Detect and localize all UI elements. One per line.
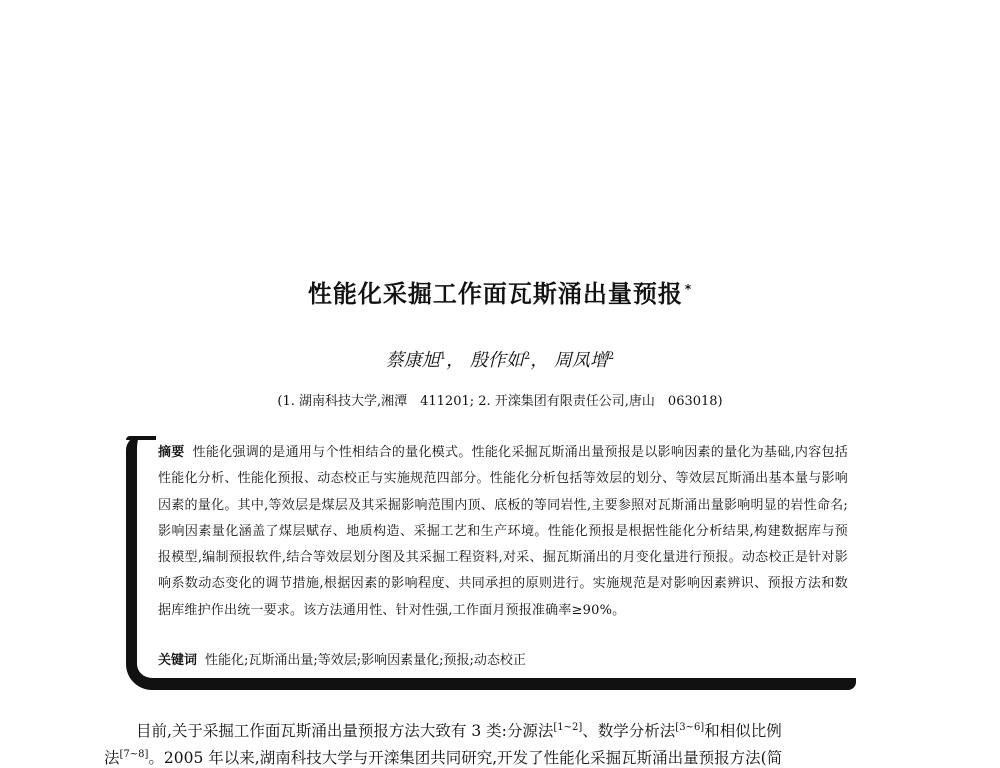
affiliation-line: (1. 湖南科技大学,湘潭 411201; 2. 开滦集团有限责任公司,唐山 063018): [277, 394, 723, 409]
citation-ref: [3~6]: [675, 721, 705, 733]
author-list: [0, 346, 1000, 372]
keywords-text: 性能化;瓦斯涌出量;等效层;影响因素量化;预报;动态校正: [205, 653, 526, 668]
citation-ref: [1~2]: [553, 721, 583, 733]
author-separator: ，: [530, 350, 549, 371]
author-name: 周凤增: [553, 350, 608, 371]
body-text-fragment: 和相似比例: [704, 722, 782, 740]
body-text-fragment: 。2005 年以来,湖南科技大学与开滦集团共同研究,开发了性能化采掘瓦斯涌出量预报方法(简: [148, 749, 783, 767]
author-affiliation-mark: 1: [439, 351, 447, 362]
abstract-paragraph: [158, 440, 848, 624]
abstract-bracket-top: [126, 436, 156, 440]
abstract-box: [126, 436, 856, 690]
body-text-fragment: 法: [104, 749, 120, 767]
author-separator: ，: [446, 350, 465, 371]
title-footnote-mark: *: [684, 282, 693, 296]
paper-title: [0, 274, 1000, 309]
title-text: 性能化采掘工作面瓦斯涌出量预报: [307, 280, 683, 308]
citation-ref: [7~8]: [119, 748, 149, 760]
abstract-label: 摘要: [158, 445, 185, 460]
keywords-line: [158, 650, 848, 672]
body-text-fragment: 目前,关于采掘工作面瓦斯涌出量预报方法大致有 3 类:分源法: [136, 722, 554, 740]
abstract-text: 性能化强调的是通用与个性相结合的量化模式。性能化采掘瓦斯涌出量预报是以影响因素的量化为基础,内容包括性能化分析、性能化预报、动态校正与实施规范四部分。性能化分析包括等效层的划分、等效层瓦斯涌出基本量与影响因素的量化。其中,等效层是煤层及其采掘影响范围内顶、底板的等同岩性,主要参照对瓦斯涌出量影响明显的岩性命名;影响因素量化涵盖了煤层赋存、地质构造、采掘工艺和生产环境。性能化预报是根据性能化分析结果,构建数据库与预报模型,编制预报软件,结合等效层划分图及其采掘工程资料,对采、掘瓦斯涌出的月变化量进行预报。动态校正是针对影响系数动态变化的调节措施,根据因素的影响程度、共同承担的原则进行。实施规范是对影响因素辨识、预报方法和数据库维护作出统一要求。该方法通用性、针对性强,工作面月预报准确率≥90%。: [158, 445, 848, 618]
author-name: 殷作如: [469, 350, 524, 371]
keywords-label: 关键词: [158, 653, 198, 668]
body-text-line: [0, 746, 1000, 768]
author-name: 蔡康旭: [385, 350, 440, 371]
author-affiliation-mark: 2: [607, 351, 615, 362]
author-affiliation-mark: 2: [523, 351, 531, 362]
body-text-fragment: 、数学分析法: [582, 722, 676, 740]
body-text-line: [0, 719, 1000, 741]
